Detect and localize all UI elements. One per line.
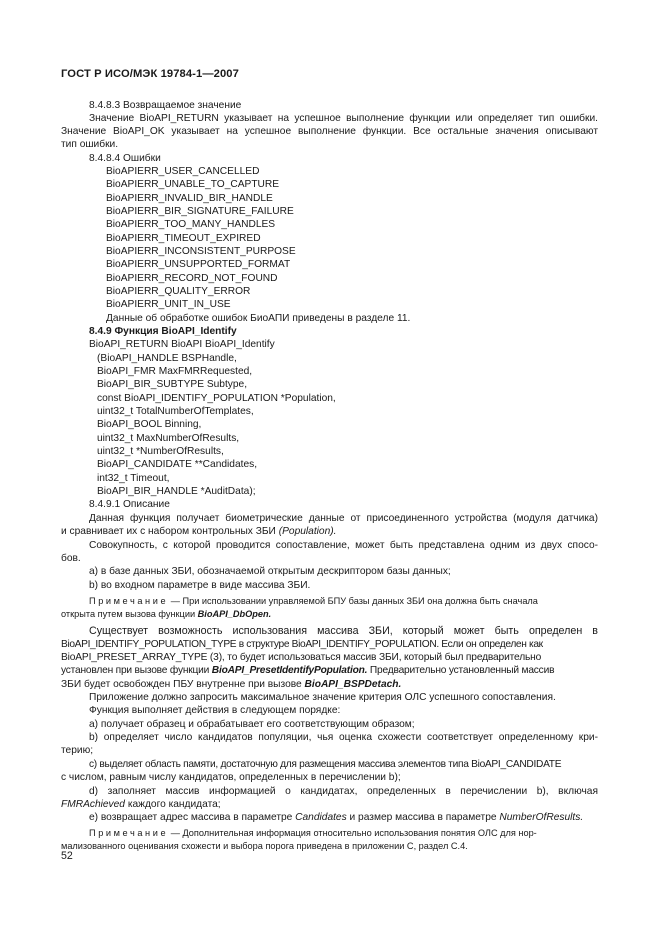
error-code: BioAPIERR_BIR_SIGNATURE_FAILURE [106,206,294,217]
paragraph-line: Существует возможность использования массива ЗБИ, который может быть определен в [89,625,598,637]
error-code: BioAPIERR_UNSUPPORTED_FORMAT [106,259,291,270]
step-item: b) определяет число кандидатов популяции, чья оценка схожести соответствует определенному кри- [89,732,598,743]
function-name: BioAPI_PresetIdentifyPopulation. [211,665,368,676]
function-param: const BioAPI_IDENTIFY_POPULATION *Population, [97,393,336,404]
param-name: NumberOfResults. [499,812,584,823]
section-heading-8-4-9: 8.4.9 Функция BioAPI_Identify [89,326,237,337]
note-label: Примечание [89,828,169,838]
error-code: BioAPIERR_UNIT_IN_USE [106,299,231,310]
function-param: BioAPI_BIR_HANDLE *AuditData); [97,486,256,497]
paragraph-line [61,678,401,691]
paragraph-line: BioAPI_PRESET_ARRAY_TYPE (3), то будет использоваться массив ЗБИ, который был предварительно [61,652,542,663]
error-note: Данные об обработке ошибок БиоАПИ приведены в разделе 11. [106,313,411,324]
function-param: BioAPI_BOOL Binning, [97,419,202,430]
text-span: е) возвращает адрес массива в параметре [89,812,296,823]
section-heading-8-4-9-1: 8.4.9.1 Описание [89,499,170,510]
paragraph-line: Данная функция получает биометрические данные от присоединенного устройства (модуля датчика) [89,513,598,524]
paragraph-line: Функция выполняет действия в следующем порядке: [89,705,341,716]
function-param: int32_t Timeout, [97,473,170,484]
function-param: uint32_t MaxNumberOfResults, [97,433,240,444]
text-span: — Дополнительная информация относительно использования понятия ОЛС для нор- [168,828,537,838]
function-signature: BioAPI_RETURN BioAPI BioAPI_Identify [89,339,275,350]
function-name: BioAPI_BSPDetach. [304,679,402,690]
error-code: BioAPIERR_TIMEOUT_EXPIRED [106,233,261,244]
step-item [61,798,221,811]
note-line [89,827,537,840]
error-code: BioAPIERR_QUALITY_ERROR [106,286,251,297]
paragraph-line: бов. [61,553,81,564]
document-header: ГОСТ Р ИСО/МЭК 19784-1—2007 [61,68,239,80]
step-item: с числом, равным числу кандидатов, определенных в перечислении b); [61,772,401,783]
list-item: b) во входном параметре в виде массива ЗБИ. [89,580,311,591]
paragraph-line: Совокупность, с которой проводится сопоставление, может быть представлена одним из двух спосо- [89,540,598,551]
step-item [89,811,583,824]
note-line: мализованного оценивания схожести и выбора порога приведена в приложении С, раздел С.4. [61,841,468,851]
text-span: Предварительно установленный массив [367,665,555,676]
paragraph-line: Значение BioAPI_OK указывает на успешное выполнение функции. Все остальные значения описывают [61,126,598,137]
text-span: и сравнивает их с набором контрольных ЗБИ [61,526,279,537]
page-number: 52 [61,850,73,862]
paragraph-line: Значение BioAPI_RETURN указывает на успешное выполнение функции или определяет тип ошибки. [89,113,598,124]
error-code: BioAPIERR_RECORD_NOT_FOUND [106,273,278,284]
text-span: — При использовании управляемой БПУ базы данных ЗБИ она должна быть сначала [168,596,538,606]
section-heading-8-4-8-3: 8.4.8.3 Возвращаемое значение [89,100,242,111]
error-code: BioAPIERR_UNABLE_TO_CAPTURE [106,179,280,190]
error-code: BioAPIERR_INVALID_BIR_HANDLE [106,193,273,204]
function-param: BioAPI_CANDIDATE **Candidates, [97,459,258,470]
text-span: и размер массива в параметре [346,812,500,823]
paragraph-line [61,664,554,677]
step-item: с) выделяет область памяти, достаточную для размещения массива элементов типа BioAPI_CANDIDATE [89,759,562,770]
paragraph-line [61,525,336,538]
text-span: каждого кандидата; [124,799,221,810]
paragraph-line: BioAPI_IDENTIFY_POPULATION_TYPE в структуре BioAPI_IDENTIFY_POPULATION. Если он определен как [61,639,543,650]
function-param: BioAPI_BIR_SUBTYPE Subtype, [97,379,248,390]
population-term: (Population). [278,526,337,537]
paragraph-line: тип ошибки. [61,139,119,150]
paragraph-line: Приложение должно запросить максимальное значение критерия ОЛС успешного сопоставления. [89,692,556,703]
fmr-term: FMRAchieved [61,799,125,810]
error-code: BioAPIERR_USER_CANCELLED [106,166,260,177]
param-name: Candidates [295,812,347,823]
function-param: uint32_t *NumberOfResults, [97,446,224,457]
list-item: a) в базе данных ЗБИ, обозначаемой открытым дескриптором базы данных; [89,566,451,577]
note-line [61,608,271,621]
function-param: (BioAPI_HANDLE BSPHandle, [97,353,237,364]
note-line [89,595,538,608]
error-code: BioAPIERR_INCONSISTENT_PURPOSE [106,246,296,257]
function-param: uint32_t TotalNumberOfTemplates, [97,406,254,417]
step-item: терию; [61,745,94,756]
text-span: открыта путем вызова функции [61,609,198,619]
note-label: Примечание [89,596,169,606]
section-heading-8-4-8-4: 8.4.8.4 Ошибки [89,153,161,164]
text-span: ЗБИ будет освобожден ПБУ внутренне при вызове [61,679,305,690]
error-code: BioAPIERR_TOO_MANY_HANDLES [106,219,276,230]
text-span: установлен при вызове функции [61,665,212,676]
function-param: BioAPI_FMR MaxFMRRequested, [97,366,253,377]
step-item: d) заполняет массив информацией о кандидатах, определенных в перечислении b), включая [89,786,598,797]
function-name: BioAPI_DbOpen. [197,609,272,619]
step-item: а) получает образец и обрабатывает его соответствующим образом; [89,719,415,730]
